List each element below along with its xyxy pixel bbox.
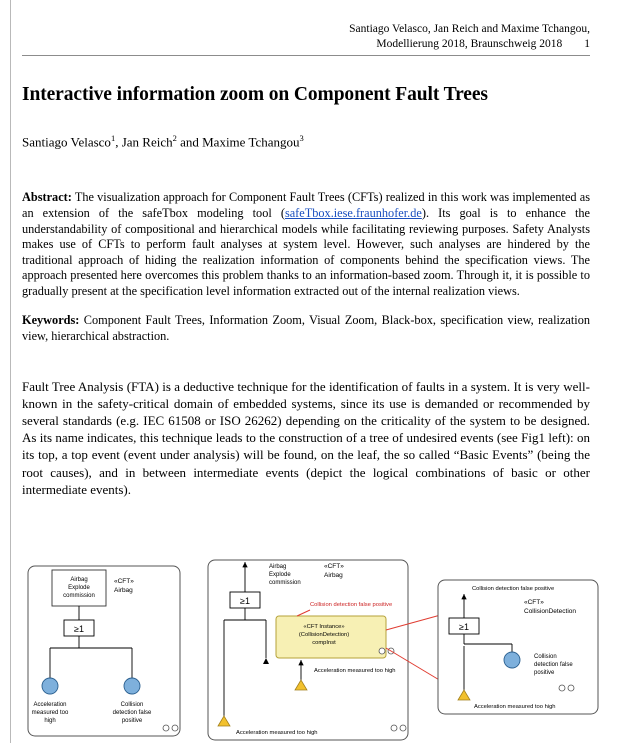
abstract-label: Abstract: (22, 190, 72, 205)
svg-text:Collision: Collision (534, 654, 557, 660)
svg-text:Airbag: Airbag (324, 572, 343, 579)
svg-text:«CFT»: «CFT» (524, 599, 544, 606)
svg-text:«CFT»: «CFT» (114, 578, 134, 585)
svg-text:≥1: ≥1 (74, 624, 84, 634)
svg-text:«CFT Instance»: «CFT Instance» (303, 624, 345, 630)
svg-text:detection false: detection false (534, 662, 573, 668)
author-3-affiliation-marker: 3 (299, 133, 304, 143)
running-head (22, 22, 590, 52)
running-head-line1: Santiago Velasco, Jan Reich and Maxime Tchangou, (349, 23, 590, 35)
svg-text:measured too: measured too (31, 710, 69, 716)
page-title: Interactive information zoom on Component Fault Trees (22, 84, 488, 105)
svg-text:Airbag: Airbag (114, 587, 133, 594)
figure-1 (14, 556, 614, 743)
svg-text:≥1: ≥1 (459, 622, 469, 632)
panel-1 (28, 566, 180, 736)
svg-text:Acceleration measured too high: Acceleration measured too high (474, 704, 556, 710)
author-line (22, 133, 590, 150)
svg-text:Explode: Explode (269, 572, 291, 578)
intro-paragraph: Fault Tree Analysis (FTA) is a deductive technique for the identification of faults in a system. It is very well-known in the safety-critical domain of embedded systems, since its use is demanded or recommended by several standards (e.g. IEC 61508 or ISO 26262) depending on the criticality of the system to be designed. As its name indicates, this technique leads to the construction of a tree of undesired events (see Fig1 left): on its top, a top event (event under analysis) will be found, on the leaf, the so called “Basic Events” (being the root causes), and in between intermediate events (depict the logical combinations of basic or other intermediate events). (22, 378, 590, 497)
panel-2 (208, 560, 466, 740)
abstract-text-part1: The visualization approach for Component Fault Trees (CFTs) realized in this work was implemented as an extension of the safeTbox modeling tool ( (22, 190, 590, 220)
svg-text:positive: positive (121, 718, 143, 724)
page-left-rule (10, 0, 11, 743)
page-number: 1 (584, 38, 590, 50)
svg-text:Acceleration measured too high: Acceleration measured too high (314, 668, 396, 674)
author-separator-1: , Jan Reich (115, 134, 173, 150)
svg-text:Collision detection false posi: Collision detection false positive (472, 586, 555, 592)
keywords-text: Component Fault Trees, Information Zoom, Visual Zoom, Black-box, specification view, realization view, hierarchical abstraction. (22, 313, 590, 344)
running-head-divider (22, 55, 590, 56)
svg-text:≥1: ≥1 (240, 596, 250, 606)
svg-text:detection false: detection false (112, 710, 152, 716)
running-head-venue: Modellierung 2018, Braunschweig 2018 (376, 38, 563, 50)
svg-text:Acceleration: Acceleration (33, 702, 67, 708)
author-2-affiliation-marker: 2 (172, 133, 177, 143)
svg-text:Airbag: Airbag (269, 564, 287, 570)
svg-text:commission: commission (63, 593, 95, 599)
author-separator-2: and Maxime Tchangou (176, 134, 300, 150)
svg-text:«CFT»: «CFT» (324, 563, 344, 570)
svg-text:high: high (44, 718, 56, 724)
page-content (22, 0, 590, 498)
keywords-paragraph (22, 313, 590, 344)
svg-text:(CollisionDetection): (CollisionDetection) (298, 632, 350, 638)
author-1-affiliation-marker: 1 (110, 133, 116, 143)
svg-text:commission: commission (269, 580, 301, 586)
abstract-text-part2: ). Its goal is to enhance the understandability of compositional and hierarchical models while facilitating reviewing purposes. Safety Analysts makes use of CFTs to perform fault analyses at system level. However, such analyses are hindered by the traditional approach of hiding the realization information of components behind the specification views. The approach presented here overcomes this problem thanks to an information-based zoom. Through it, it is possible to gradually present at the specification level information extracted out of the internal realization views. (22, 205, 590, 298)
author-1: Santiago Velasco (22, 134, 111, 150)
safetbox-link[interactable]: safeTbox.iese.fraunhofer.de (284, 205, 422, 220)
keywords-label: Keywords: (22, 313, 80, 328)
svg-text:Collision: Collision (120, 702, 144, 708)
svg-text:CollisionDetection: CollisionDetection (524, 608, 577, 615)
svg-text:Collision detection false posi: Collision detection false positive (310, 602, 393, 608)
abstract-paragraph (22, 190, 590, 299)
svg-text:Airbag: Airbag (70, 577, 88, 583)
svg-text:Acceleration measured too high: Acceleration measured too high (236, 730, 318, 736)
svg-text:Explode: Explode (68, 585, 90, 591)
panel-3 (438, 580, 598, 714)
svg-text:compInst: compInst (312, 640, 336, 646)
running-head-line2 (22, 37, 590, 52)
svg-text:positive: positive (534, 670, 555, 676)
figure-1-diagram (14, 556, 614, 743)
